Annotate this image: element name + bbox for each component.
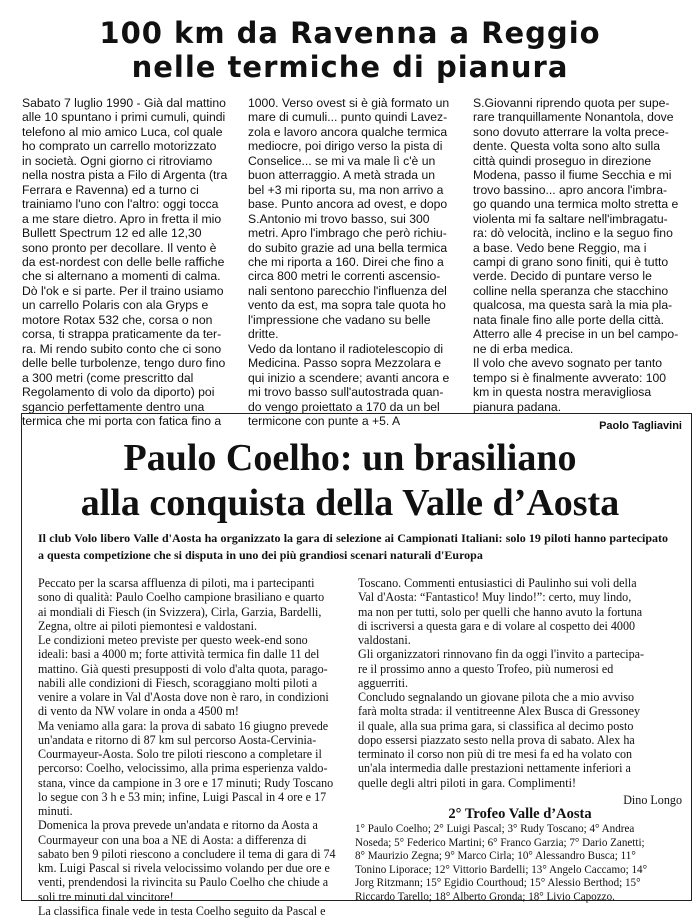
article2-column-1-text bbox=[38, 576, 350, 918]
article1-col1-line: ra. Mi rendo subito conto che ci sono bbox=[22, 341, 222, 356]
article1-col3-line: città quindi proseguo in direzione bbox=[473, 153, 652, 168]
article1-col2-line: nali sentono parecchio l'influenza del bbox=[248, 283, 447, 298]
article1-col1-line: a me stare dietro. Apro in fretta il mio bbox=[22, 211, 222, 226]
article2-col2-line: farà molta strada: il ventitreenne Alex Busca di Gressoney bbox=[358, 704, 641, 719]
article1-col2-line: vento da est, ma sopra tale quota ho bbox=[248, 298, 446, 313]
article1-col1-line: Dò l'ok e si parte. Per il traino usiamo bbox=[22, 283, 224, 298]
article1-col1-line: Bullett Spectrum 12 ed alle 12,30 bbox=[22, 226, 202, 241]
article2-column-2-text bbox=[358, 576, 688, 790]
article1-col3-line: Il volo che avevo sognato per tanto bbox=[473, 356, 663, 371]
article1-col1-line: alle 10 spuntano i primi cumuli, quindi bbox=[22, 110, 226, 125]
article2-col2-line: un'ala intermedia dalle prestazioni nettamente inferiori a bbox=[358, 761, 631, 776]
article2-col1-line: stana, vince da campione in 3 ore e 17 minuti; Rudy Toscano bbox=[38, 775, 334, 790]
article2-col1-line: Le condizioni meteo previste per questo week-end sono bbox=[38, 633, 308, 647]
article2-col1-line: sabato ben 9 piloti riescono a concludere il tema di gara di 74 bbox=[38, 846, 336, 861]
article1-col2-line: mediocre, poi dirigo verso la pista di bbox=[248, 139, 443, 154]
trofeo-results bbox=[355, 823, 685, 905]
article2-col2-line: di iscriversi a questa gara e di volare al cospetto dei 4000 bbox=[358, 618, 636, 633]
article1-col3-line: campi di grano sono finiti, qui è tutto bbox=[473, 254, 669, 269]
article2-column-1 bbox=[38, 576, 350, 918]
article1-col3-line: tempo si è finalmente avverato: 100 bbox=[473, 370, 667, 385]
trofeo-results-line: 8° Maurizio Zegna; 9° Marco Cirla; 10° Alessandro Busca; 11° bbox=[355, 850, 636, 863]
article2-title-line1: Paulo Coelho: un brasiliano bbox=[123, 437, 577, 479]
article1-col3-line: dente. Questa volta sono alto sulla bbox=[473, 139, 660, 154]
article1-col2-line: circa 800 metri le correnti ascensio- bbox=[248, 269, 441, 284]
article1-col1-line: da est-nordest con delle belle raffiche bbox=[22, 254, 225, 269]
article1-title-line2: nelle termiche di pianura bbox=[131, 50, 569, 84]
article1-col2-line: bel +3 mi riporta su, ma non arrivo a bbox=[248, 182, 444, 197]
article1-column-2-text bbox=[248, 96, 460, 428]
article1-col1-line: ho comprato un carrello motorizzato bbox=[22, 139, 217, 154]
article2-col1-line: Peccato per la scarsa affluenza di piloti, ma i partecipanti bbox=[38, 576, 315, 590]
article1-col1-line: corsa, ti strappa praticamente da ter- bbox=[22, 327, 222, 342]
article1-col2-line: zola e lavoro ancora qualche termica bbox=[248, 124, 448, 139]
article2-col1-line: Courmayeur con una boa a NE di Aosta: a differenza di bbox=[38, 832, 307, 847]
article1-column-3-text bbox=[473, 96, 685, 414]
article1-col1-line: nella nostra pista a Filo di Argenta (tra bbox=[22, 168, 228, 183]
article2-col1-line: percorso: Coelho, velocissimo, alla prima esperienza valdo- bbox=[38, 761, 328, 776]
article1-col1-line: delle belle turbolenze, tengo duro fino bbox=[22, 356, 226, 371]
article1-col1-line: trainiamo l'uno con l'altro: oggi tocca bbox=[22, 197, 219, 212]
article1-col1-line: Ferrara e Ravenna) ed a turno ci bbox=[22, 182, 199, 197]
article1-col1-line: sono pronto per decollare. Il vento è bbox=[22, 240, 217, 255]
article2-col2-line: valdostani. bbox=[358, 633, 411, 647]
article2-col1-line: mattino. Già questi presupposti di volo d'alta quota, parago- bbox=[38, 661, 328, 676]
article1-col1-line: sgancio perfettamente dentro una bbox=[22, 399, 205, 414]
article2-column-2 bbox=[358, 576, 688, 807]
article2-col2-line: re il prossimo anno a questo Trofeo, più numerosi ed bbox=[358, 661, 614, 676]
article2-col1-line: Ma veniamo alla gara: la prova di sabato 16 giugno prevede bbox=[38, 718, 329, 733]
trofeo-results-line: Jorg Ritzmann; 15° Egidio Courthoud; 15° Alessio Berthod; 15° bbox=[355, 877, 641, 890]
article1-col3-line: ne di erba medica. bbox=[473, 341, 574, 356]
article1-col2-line: dritte. bbox=[248, 327, 279, 342]
article1-col3-line: nata finale fino alle porte della città. bbox=[473, 312, 665, 327]
trofeo-results-line: 1° Paulo Coelho; 2° Luigi Pascal; 3° Rudy Toscano; 4° Andrea bbox=[355, 823, 635, 835]
article1-col1-line: Sabato 7 luglio 1990 - Già dal mattino bbox=[22, 96, 226, 110]
article1-column-1 bbox=[22, 96, 234, 428]
article1-col2-line: Vedo da lontano il radiotelescopio di bbox=[248, 341, 444, 356]
article1-col3-line: qualcosa, ma questa sarà la mia pla- bbox=[473, 298, 673, 313]
article2-col1-line: Courmayeur-Aosta. Solo tre piloti riescono a completare il bbox=[38, 747, 322, 761]
article2-col1-line: di vento da NW volare in onda a 4500 m! bbox=[38, 704, 239, 719]
article1-col3-line: Atterro alle 4 precise in un bel campo- bbox=[473, 327, 679, 342]
trofeo-results-line: Noseda; 5° Federico Martini; 6° Franco Garzia; 7° Dario Zanetti; bbox=[355, 836, 645, 849]
article1-col3-line: colline nella speranza che stacchino bbox=[473, 283, 669, 298]
article2-title-line2: alla conquista della Valle d’Aosta bbox=[80, 482, 620, 524]
article1-col3-line: km in questa nostra meravigliosa bbox=[473, 385, 652, 400]
article1-col3-line: pianura padana. bbox=[473, 399, 562, 414]
article1-col2-line: base. Punto ancora ad ovest, e dopo bbox=[248, 197, 448, 212]
article2-col2-line: il quale, alla sua prima gara, si classifica al decimo posto bbox=[358, 718, 634, 733]
article1-title-line1: 100 km da Ravenna a Reggio bbox=[99, 16, 601, 50]
article2-col1-line: ideali: basi a 4000 m; forte attività termica fin dalle 11 del bbox=[38, 647, 320, 662]
article1-col1-line: un carrello Polaris con ala Gryps e bbox=[22, 298, 209, 313]
article1-col1-line: che si alternano a momenti di calma. bbox=[22, 269, 221, 284]
article1-col3-line: rare tranquillamente Nonantola, dove bbox=[473, 110, 674, 125]
article1-col2-line: che mi riporta a 160. Direi che fino a bbox=[248, 254, 444, 269]
article2-col1-line: La classifica finale vede in testa Coelho seguito da Pascal e bbox=[38, 903, 326, 918]
article2-col2-line: Toscano. Commenti entusiastici di Paulinho sui voli della bbox=[358, 576, 637, 590]
article1-col3-line: violenta mi fa saltare nell'imbragatu- bbox=[473, 211, 668, 226]
trofeo-results-line: Riccardo Tarello; 18° Alberto Gronda; 18° Livio Capozzo. bbox=[355, 890, 615, 903]
article1-column-1-text bbox=[22, 96, 234, 428]
article2-col2-line: quelle degli altri piloti in gara. Complimenti! bbox=[358, 775, 576, 790]
article1-col3-line: go quando una termica molto stretta e bbox=[473, 197, 679, 212]
article1-col3-line: trovo bassino... apro ancora l'imbra- bbox=[473, 182, 668, 197]
article1-col2-line: S.Antonio mi trovo basso, sui 300 bbox=[248, 211, 430, 226]
article1-col2-line: Medicina. Passo sopra Mezzolara e bbox=[248, 356, 442, 371]
article2-col2-line: Val d'Aosta: “Fantastico! Muy lindo!”: certo, muy lindo, bbox=[358, 590, 632, 605]
article1-col1-line: termica che mi porta con fatica fino a bbox=[22, 413, 222, 428]
article1-col2-line: 1000. Verso ovest si è già formato un bbox=[248, 96, 450, 110]
article2-col2-line: terminato il corso non più di tre mesi fa ed ha volato con bbox=[358, 747, 633, 761]
article2-col1-line: venti, prendendosi la rivincita su Paulo Coelho che chiude a bbox=[38, 875, 329, 890]
article1-col3-line: a base. Vedo bene Reggio, ma i bbox=[473, 240, 647, 255]
article1-col2-line: mare di cumuli... punto quindi Lavez- bbox=[248, 110, 448, 125]
trofeo-results-line: Tonino Liporace; 12° Vittorio Bardelli; 13° Angelo Caccamo; 14° bbox=[355, 863, 648, 876]
article2-col1-line: sono di qualità: Paulo Coelho campione brasiliano e quarto bbox=[38, 590, 325, 605]
article2-lead: Il club Volo libero Valle d'Aosta ha organizzato la gara di selezione ai Campionati Italiani: solo 19 piloti hanno partecipato a questa competizione che si disputa in uno dei più grandiosi scenari naturali d'Europa bbox=[38, 531, 668, 562]
article1-col1-line: telefono al mio amico Luca, col quale bbox=[22, 124, 223, 139]
article1-col2-line: Conselice... se mi va male lì c'è un bbox=[248, 153, 436, 168]
article2-col2-line: agguerriti. bbox=[358, 675, 409, 690]
article1-col1-line: in società. Ogni giorno ci ritroviamo bbox=[22, 153, 213, 168]
article2-col2-line: dopo essersi piazzato sesto nella prova di sabato. Alex ha bbox=[358, 732, 635, 747]
article1-col1-line: motore Rotax 532 che, corsa o non bbox=[22, 312, 213, 327]
article2-author: Dino Longo bbox=[623, 792, 682, 807]
article1-col2-line: do subito grazie ad una bella termica bbox=[248, 240, 448, 255]
article2-col2-line: Gli organizzatori rinnovano fin da oggi l'invito a partecipa- bbox=[358, 647, 645, 662]
article1-column-3 bbox=[473, 96, 685, 414]
article1-col3-line: Modena, passo il fiume Secchia e mi bbox=[473, 168, 672, 183]
article2-col1-line: km. Luigi Pascal si rivela velocissimo volando per due ore e bbox=[38, 861, 330, 875]
article1-col2-line: l'impressione che vadano su belle bbox=[248, 312, 431, 327]
article2-col2-line: ma non per tutti, solo per quelli che hanno avuto la fortuna bbox=[358, 604, 643, 619]
trofeo-title: 2° Trofeo Valle d’Aosta bbox=[448, 806, 592, 822]
article1-column-2 bbox=[248, 96, 460, 428]
article2-col1-line: ai mondiali di Fiesch (in Svizzera), Cirla, Garzia, Bardelli, bbox=[38, 604, 322, 619]
article1-col3-line: ra: dò velocità, inclino e la seguo fino bbox=[473, 226, 673, 241]
article1-col2-line: buon atterraggio. A metà strada un bbox=[248, 168, 436, 183]
article2-col1-line: lo segue con 3 h e 53 min; infine, Luigi Pascal in 4 ore e 17 bbox=[38, 789, 327, 804]
article1-col3-line: sono dovuto atterrare la volta prece- bbox=[473, 124, 669, 139]
article1-col2-line: mi trovo basso sull'autostrada quan- bbox=[248, 385, 444, 400]
article1-col1-line: a 300 metri (come prescritto dal bbox=[22, 370, 194, 385]
article1-col1-line: Regolamento di volo da diporto) poi bbox=[22, 385, 215, 400]
article1-col2-line: metri. Apro l'imbrago che però richiu- bbox=[248, 226, 447, 241]
article1-col2-line: qui inizio a scendere; avanti ancora e bbox=[248, 370, 450, 385]
article1-col2-line: termicone con punte a +5. A bbox=[248, 413, 401, 428]
article1-author: Paolo Tagliavini bbox=[599, 420, 682, 432]
article1-col3-line: verde. Decido di puntare verso le bbox=[473, 269, 652, 284]
article2-col1-line: minuti. bbox=[38, 804, 73, 818]
article2-col1-line: Zegna, oltre ai piloti piemontesi e valdostani. bbox=[38, 618, 257, 633]
article1-col2-line: do vengo proiettato a 170 da un bel bbox=[248, 399, 440, 414]
article2-col1-line: venire a volare in Val d'Aosta dove non è raro, in condizioni bbox=[38, 690, 329, 704]
article2-col1-line: soli tre minuti dal vincitore! bbox=[38, 889, 174, 904]
article2-col1-line: un'andata e ritorno di 87 km sul percorso Aosta-Cervinia- bbox=[38, 732, 317, 747]
article2-col1-line: Domenica la prova prevede un'andata e ritorno da Aosta a bbox=[38, 818, 318, 833]
article2-col2-line: Concludo segnalando un giovane pilota che a mio avviso bbox=[358, 690, 635, 704]
article1-col3-line: S.Giovanni riprendo quota per supe- bbox=[473, 96, 670, 110]
article2-col1-line: nabili alle condizioni di Fiesch, scoraggiano molti piloti a bbox=[38, 675, 318, 690]
